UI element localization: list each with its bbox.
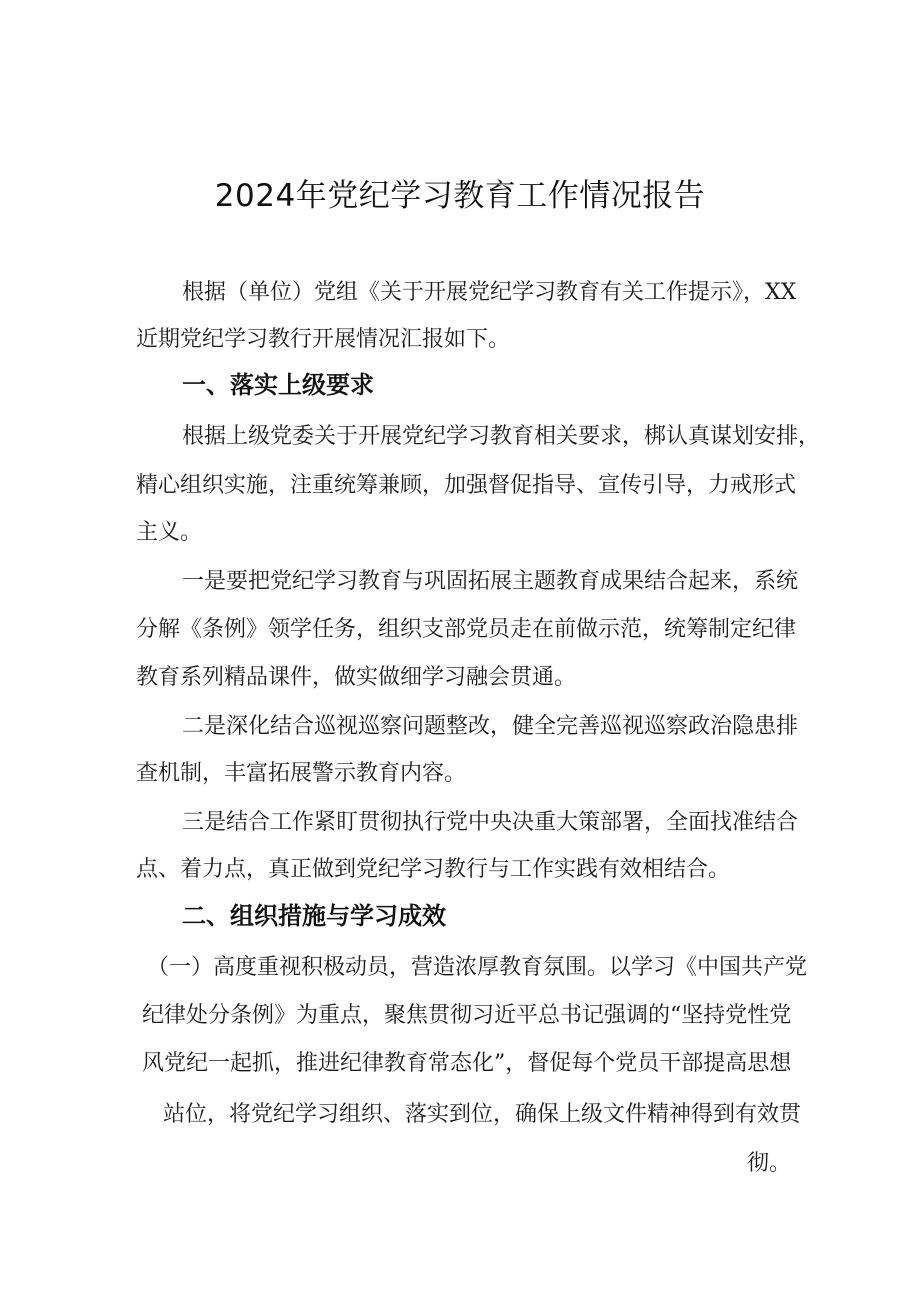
paragraph-line: 站位，将党纪学习组织、落实到位，确保上级文件精神得到有效贯 bbox=[163, 1102, 802, 1127]
section-heading-1: 一、落实上级要求 bbox=[182, 371, 374, 399]
paragraph-line: 近期党纪学习教行开展情况汇报如下。 bbox=[136, 327, 511, 352]
paragraph-line: 一是要把党纪学习教育与巩固拓展主题教育成果结合起来，系统 bbox=[182, 569, 799, 594]
paragraph-line: 根据上级党委关于开展党纪学习教育相关要求，梆认真谋划安排， bbox=[182, 424, 821, 449]
paragraph-line: 教育系列精品课件，做实做细学习融会贯通。 bbox=[136, 665, 577, 690]
paragraph-line: 点、着力点，真正做到党纪学习教行与工作实践有效相结合。 bbox=[136, 857, 731, 882]
paragraph-line: 主义。 bbox=[136, 520, 203, 545]
paragraph-line: 纪律处分条例》为重点，聚焦贯彻习近平总书记强调的“坚持党性党 bbox=[142, 1003, 792, 1028]
paragraph-line: 分解《条例》领学任务，组织支部党员走在前做示范，统筹制定纪律 bbox=[136, 617, 797, 642]
section-heading-2: 二、组织措施与学习成效 bbox=[182, 902, 446, 930]
paragraph-line: 二是深化结合巡视巡察问题整改，健全完善巡视巡察政治隐患排 bbox=[182, 714, 799, 739]
paragraph-line: 彻。 bbox=[747, 1151, 792, 1176]
paragraph-line: 根据（单位）党组《关于开展党纪学习教育有关工作提示》，XX bbox=[182, 280, 797, 305]
paragraph-line: （一）高度重视积极动员，营造浓厚教育氛围。以学习《中国共产党 bbox=[147, 955, 808, 980]
paragraph-line: 查机制，丰富拓展警示教育内容。 bbox=[136, 761, 467, 786]
paragraph-line: 风党纪一起抓，推进纪律教育常态化”，督促每个党员干部提高思想 bbox=[142, 1051, 792, 1076]
paragraph-line: 精心组织实施，注重统筹兼顾，加强督促指导、宣传引导，力戒形式 bbox=[136, 473, 797, 498]
paragraph-line: 三是结合工作紧盯贯彻执行党中央决重大策部署，全面找准结合 bbox=[182, 810, 799, 835]
document-title: 2024年党纪学习教育工作情况报告 bbox=[214, 178, 706, 214]
